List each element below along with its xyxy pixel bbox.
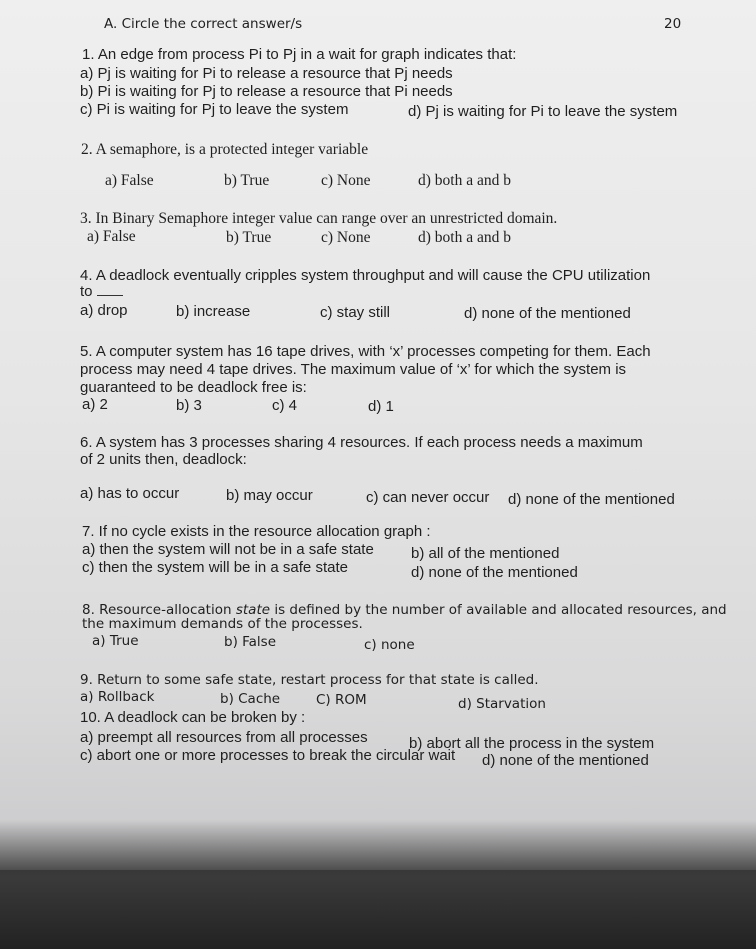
- question-3-option-b[interactable]: b) True: [226, 229, 272, 246]
- question-5-stem-line-3: guaranteed to be deadlock free is:: [80, 379, 307, 396]
- question-4-stem-line-2: [80, 283, 123, 300]
- question-2-option-c[interactable]: c) None: [321, 172, 371, 189]
- question-5-option-c[interactable]: c) 4: [272, 397, 298, 414]
- question-4-option-b[interactable]: b) increase: [176, 303, 251, 320]
- question-2-option-d[interactable]: d) both a and b: [418, 172, 511, 189]
- question-10-option-b[interactable]: b) abort all the process in the system: [409, 735, 655, 752]
- table-shadow: [0, 820, 756, 949]
- question-8-stem-italic: state: [235, 602, 271, 618]
- question-3-option-c[interactable]: c) None: [321, 229, 371, 246]
- question-6-option-b[interactable]: b) may occur: [226, 487, 313, 504]
- question-6-stem: 6. A system has 3 processes sharing 4 resources. If each process needs a maximum: [80, 434, 643, 451]
- question-4-option-a[interactable]: a) drop: [80, 302, 128, 319]
- question-8-stem-suffix: is defined by the number of available and allocated resources, and: [270, 602, 727, 618]
- question-10-stem: 10. A deadlock can be broken by :: [80, 709, 306, 726]
- question-5-stem-line-2: process may need 4 tape drives. The maximum value of ‘x’ for which the system is: [80, 361, 627, 378]
- question-5-stem: 5. A computer system has 16 tape drives, with ‘x’ processes competing for them. Each: [80, 343, 651, 360]
- question-4-stem: 4. A deadlock eventually cripples system throughput and will cause the CPU utilization: [80, 267, 651, 284]
- question-4-stem-end: to: [80, 283, 93, 300]
- question-7-option-d[interactable]: d) none of the mentioned: [411, 564, 578, 581]
- question-5-option-a[interactable]: a) 2: [82, 396, 108, 413]
- question-1-option-b[interactable]: b) Pi is waiting for Pj to release a resource that Pi needs: [80, 83, 453, 100]
- answer-blank: [97, 283, 123, 296]
- question-1-option-a[interactable]: a) Pj is waiting for Pi to release a resource that Pj needs: [80, 65, 453, 82]
- question-2-option-a[interactable]: a) False: [105, 172, 154, 189]
- question-7-stem: 7. If no cycle exists in the resource allocation graph :: [82, 523, 431, 540]
- question-3-option-a[interactable]: a) False: [87, 228, 136, 245]
- question-1-option-d[interactable]: d) Pj is waiting for Pi to leave the system: [408, 103, 678, 120]
- question-8-option-b[interactable]: b) False: [224, 634, 277, 650]
- question-9-stem: 9. Return to some safe state, restart process for that state is called.: [80, 672, 539, 688]
- question-7-option-c[interactable]: c) then the system will be in a safe state: [82, 559, 348, 576]
- question-1-stem: 1. An edge from process Pi to Pj in a wait for graph indicates that:: [82, 46, 517, 63]
- total-marks: 20: [664, 16, 682, 32]
- question-4-option-c[interactable]: c) stay still: [320, 304, 391, 321]
- question-8-option-a[interactable]: a) True: [92, 633, 139, 649]
- question-9-option-b[interactable]: b) Cache: [220, 691, 281, 707]
- question-2-stem: 2. A semaphore, is a protected integer variable: [81, 141, 369, 158]
- question-2-option-b[interactable]: b) True: [224, 172, 270, 189]
- question-6-option-d[interactable]: d) none of the mentioned: [508, 491, 675, 508]
- question-9-option-c[interactable]: C) ROM: [316, 692, 367, 708]
- question-8-stem-line-2: the maximum demands of the processes.: [82, 616, 363, 632]
- question-5-option-d[interactable]: d) 1: [368, 398, 394, 415]
- question-9-option-a[interactable]: a) Rollback: [80, 689, 155, 705]
- question-8-option-c[interactable]: c) none: [364, 637, 415, 653]
- section-title: A. Circle the correct answer/s: [104, 16, 303, 32]
- question-1-option-c[interactable]: c) Pi is waiting for Pj to leave the system: [80, 101, 349, 118]
- question-10-option-c[interactable]: c) abort one or more processes to break the circular wait: [80, 747, 456, 764]
- question-6-option-a[interactable]: a) has to occur: [80, 485, 180, 502]
- question-10-option-a[interactable]: a) preempt all resources from all processes: [80, 729, 368, 746]
- question-7-option-a[interactable]: a) then the system will not be in a safe state: [82, 541, 374, 558]
- question-6-option-c[interactable]: c) can never occur: [366, 489, 490, 506]
- question-10-option-d[interactable]: d) none of the mentioned: [482, 752, 649, 769]
- question-6-stem-line-2: of 2 units then, deadlock:: [80, 451, 247, 468]
- question-3-stem: 3. In Binary Semaphore integer value can range over an unrestricted domain.: [80, 210, 558, 227]
- question-3-option-d[interactable]: d) both a and b: [418, 229, 511, 246]
- question-8-stem-prefix: 8. Resource-allocation: [82, 602, 236, 618]
- question-9-option-d[interactable]: d) Starvation: [458, 696, 546, 712]
- question-7-option-b[interactable]: b) all of the mentioned: [411, 545, 560, 562]
- question-5-option-b[interactable]: b) 3: [176, 397, 202, 414]
- question-4-option-d[interactable]: d) none of the mentioned: [464, 305, 631, 322]
